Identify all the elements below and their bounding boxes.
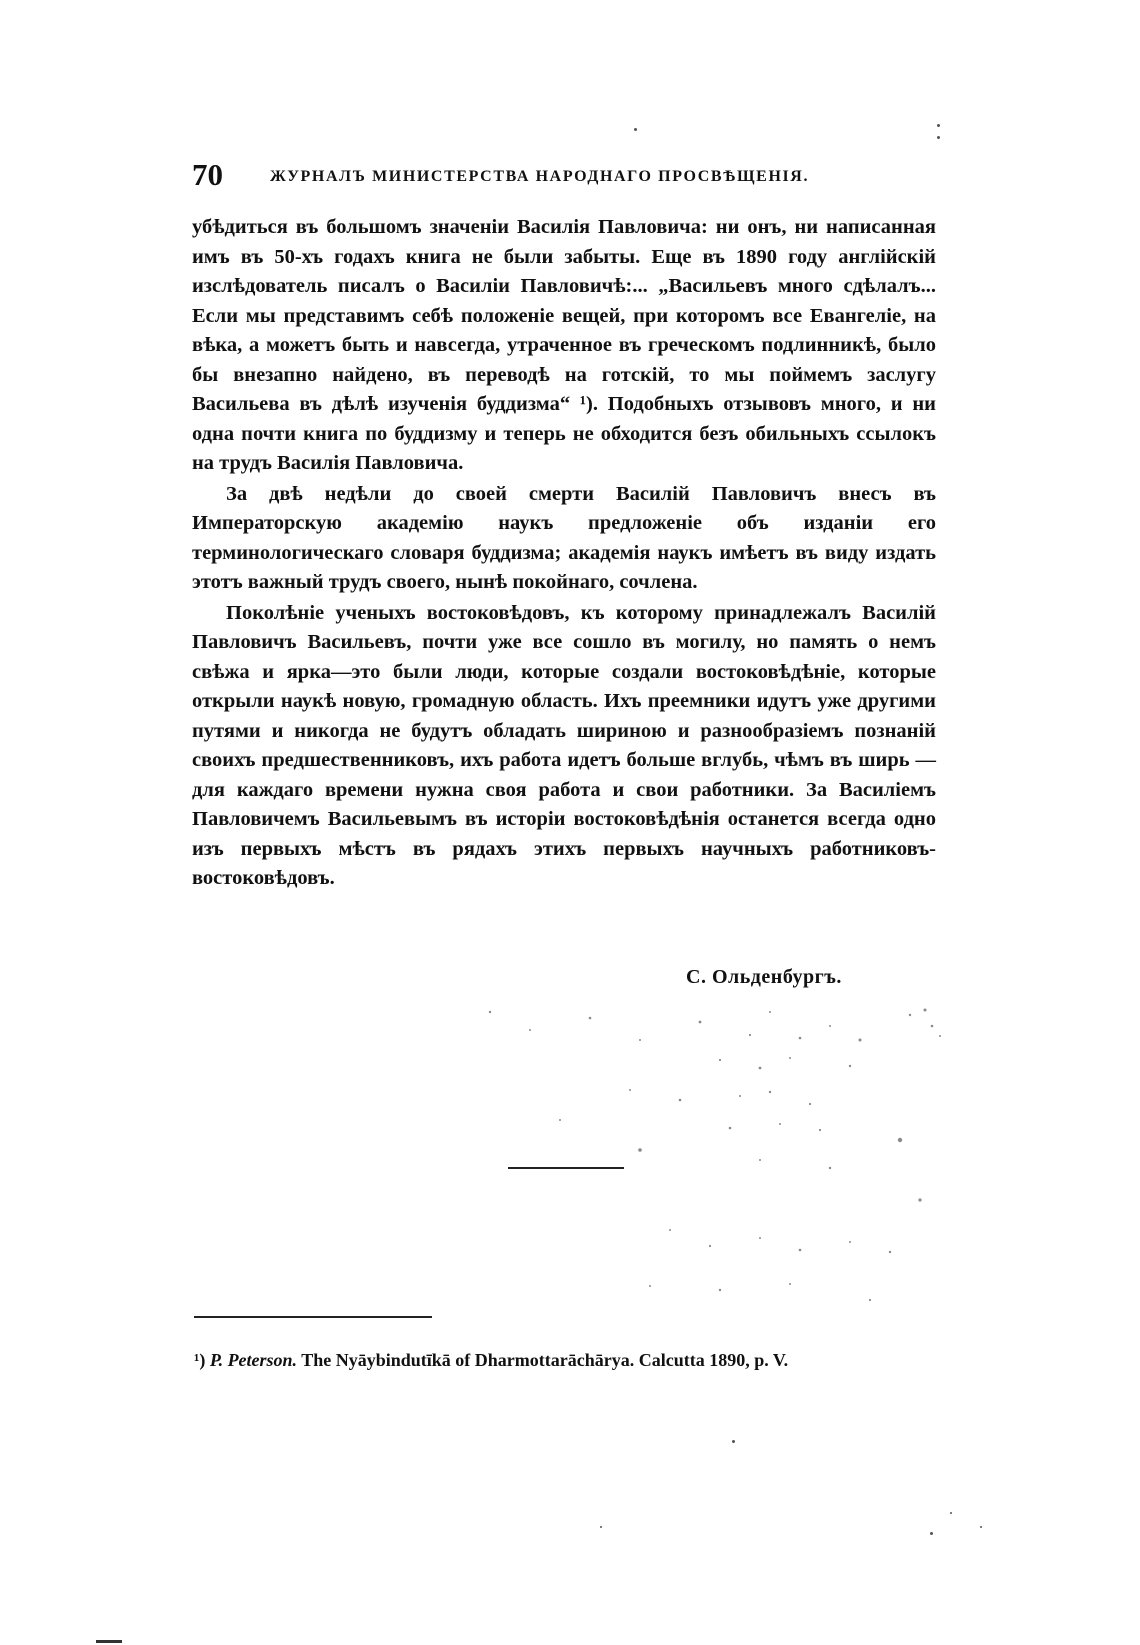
- scan-speck: [980, 1526, 982, 1528]
- footnote-mark: ¹): [194, 1350, 206, 1370]
- body-text: [192, 213, 936, 894]
- footnote-citation: The Nyāybindutīkā of Dharmottarāchārya. Calcutta 1890, p. V.: [301, 1350, 789, 1370]
- scan-speck: [634, 128, 637, 131]
- author-signature: С. Ольденбургъ.: [686, 966, 842, 988]
- scan-speck: [600, 1526, 602, 1528]
- page-number: 70: [192, 157, 223, 192]
- paragraph-3: Поколѣніе ученыхъ востоковѣдовъ, къ которому принадлежалъ Василій Павловичъ Васильевъ, почти уже все сошло въ могилу, но память о немъ свѣжа и ярка—это были люди, которые создали востоковѣдѣніе, которые открыли наукѣ новую, громадную область. Ихъ преемники идутъ уже другими путями и никогда не будутъ обладать ширинoю и разнообразіемъ познаній своихъ предшественниковъ, ихъ работа идетъ больше вглубь, чѣмъ въ ширь — для каждаго времени нужна своя работа и свои работники. За Василіемъ Павловичемъ Васильевымъ въ исторіи востоковѣдѣнія останется всегда одно изъ первыхъ мѣстъ въ рядахъ этихъ первыхъ научныхъ работниковъ-востоковѣдовъ.: [192, 601, 936, 889]
- page-header: [192, 158, 952, 198]
- scan-speck: [937, 136, 940, 139]
- scan-speck: [937, 124, 940, 127]
- scan-edge-mark: [96, 1640, 122, 1643]
- scan-speck: [950, 1512, 952, 1514]
- paragraph-1: убѣдиться въ большомъ значеніи Василія Павловича: ни онъ, ни написанная имъ въ 50-хъ годахъ книга не были забыты. Еще въ 1890 году англійскій изслѣдователь писалъ о Василіи Павловичѣ:... „Васильевъ много сдѣлалъ... Если мы представимъ себѣ положеніе вещей, при которомъ все Евангеліе, на вѣка, а можетъ быть и навсегда, утраченное въ греческомъ подлинникѣ, было бы внезапно найдено, въ переводѣ на готскій, то мы поймемъ заслугу Васильева въ дѣлѣ изученія буддизма“ ¹). Подобныхъ отзывовъ много, и ни одна почти книга по буддизму и теперь не обходится безъ обильныхъ ссылокъ на трудъ Василія Павловича.: [192, 216, 936, 474]
- scan-speck: [930, 1532, 933, 1535]
- running-title: ЖУРНАЛЪ МИНИСТЕРСТВА НАРОДНАГО ПРОСВѢЩЕНІЯ.: [270, 168, 810, 185]
- scan-noise: [470, 1000, 990, 1320]
- footnote-author: P. Peterson.: [209, 1350, 298, 1370]
- scan-speck: [732, 1440, 735, 1443]
- footnote-divider: [194, 1316, 432, 1318]
- paragraph-2: За двѣ недѣли до своей смерти Василій Павловичъ внесъ въ Императорскую академію наукъ предложеніе объ изданіи его терминологическаго словаря буддизма; академія наукъ имѣетъ въ виду издать этотъ важный трудъ своего, нынѣ покойнаго, сочлена.: [192, 482, 936, 593]
- footnote: [194, 1350, 954, 1371]
